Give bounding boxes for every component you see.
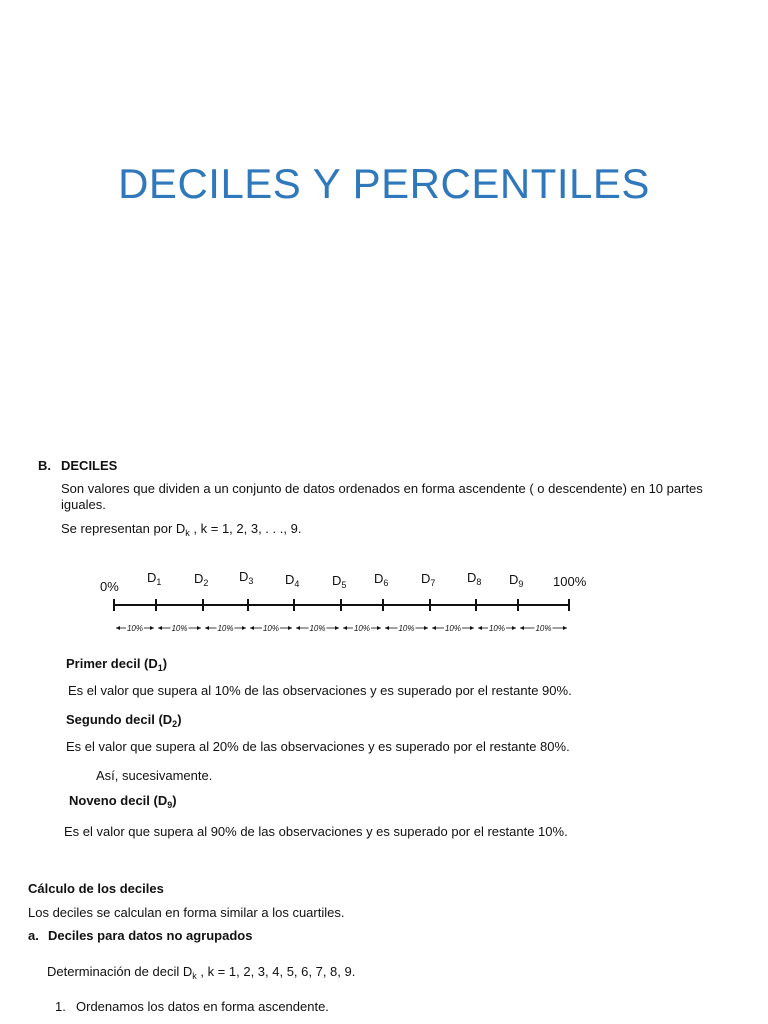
segment-arrowhead-left-0 (116, 626, 120, 630)
segment-arrowhead-right-5 (377, 626, 381, 630)
determination-prefix: Determinación de decil D (47, 964, 193, 979)
segment-arrowhead-right-6 (424, 626, 428, 630)
decile-label-6 (374, 571, 388, 586)
subsection-marker: a. (28, 928, 39, 943)
segundo-decil-text: Es el valor que supera al 20% de las observaciones y es superado por el restante 80%. (66, 739, 570, 754)
representation-prefix: Se representan por D (61, 521, 186, 536)
determination-line (47, 964, 355, 980)
decile-subscript: 3 (248, 576, 254, 586)
decile-label-9 (509, 572, 523, 587)
segment-label-8: 10% (488, 624, 506, 633)
decile-subscript: 9 (518, 579, 524, 589)
decile-subscript: 4 (294, 579, 300, 589)
decile-label-8 (467, 570, 481, 585)
section-marker: B. (38, 458, 51, 473)
segment-arrowhead-right-8 (512, 626, 516, 630)
segment-arrowhead-left-6 (385, 626, 389, 630)
step-marker: 1. (55, 999, 66, 1014)
calculo-heading: Cálculo de los deciles (28, 881, 164, 896)
noveno-decil-heading (69, 793, 177, 809)
segment-arrowhead-right-1 (197, 626, 201, 630)
calculo-text: Los deciles se calculan en forma similar a los cuartiles. (28, 905, 345, 920)
segundo-decil-heading (66, 712, 182, 728)
decile-letter: D (509, 572, 519, 587)
decile-subscript: 2 (203, 578, 209, 588)
primer-decil-text: Es el valor que supera al 10% de las observaciones y es superado por el restante 90%. (68, 683, 572, 698)
decile-letter: D (467, 570, 477, 585)
segment-label-6: 10% (398, 624, 415, 633)
decile-label-2 (194, 571, 208, 586)
step-text: Ordenamos los datos en forma ascendente. (76, 999, 329, 1014)
decile-subscript: 7 (430, 578, 436, 588)
representation-subscript: k (185, 528, 190, 538)
segundo-decil-close: ) (177, 712, 182, 727)
start-label: 0% (100, 579, 119, 594)
segment-label-5: 10% (353, 624, 371, 633)
segment-arrowhead-left-7 (432, 626, 436, 630)
segment-arrowhead-right-3 (288, 626, 292, 630)
segment-arrowhead-right-2 (242, 626, 246, 630)
segment-arrowhead-left-3 (250, 626, 254, 630)
noveno-decil-close: ) (172, 793, 177, 808)
number-line (0, 590, 768, 640)
decile-letter: D (239, 569, 249, 584)
segundo-decil-label: Segundo decil (D (66, 712, 173, 727)
determination-suffix: , k = 1, 2, 3, 4, 5, 6, 7, 8, 9. (196, 964, 356, 979)
noveno-decil-label: Noveno decil (D (69, 793, 168, 808)
segment-label-7: 10% (444, 624, 462, 633)
decile-label-7 (421, 571, 435, 586)
decile-subscript: 8 (476, 577, 482, 587)
end-label: 100% (553, 574, 587, 589)
segment-arrowhead-left-4 (296, 626, 300, 630)
decile-label-4 (285, 572, 299, 587)
segment-label-4: 10% (309, 624, 326, 633)
representation-suffix: , k = 1, 2, 3, . . ., 9. (189, 521, 302, 536)
decile-letter: D (147, 570, 157, 585)
primer-decil-label: Primer decil (D (66, 656, 158, 671)
decile-subscript: 1 (156, 577, 162, 587)
decile-letter: D (332, 573, 342, 588)
segment-arrowhead-left-9 (520, 626, 524, 630)
segment-label-1: 10% (171, 624, 188, 633)
decile-label-3 (239, 569, 253, 584)
noveno-decil-text: Es el valor que supera al 90% de las observaciones y es superado por el restante 10%. (64, 824, 568, 839)
segment-arrowhead-right-7 (470, 626, 474, 630)
decile-letter: D (194, 571, 204, 586)
primer-decil-heading (66, 656, 167, 672)
segment-label-3: 10% (262, 624, 280, 633)
section-intro: Son valores que dividen a un conjunto de datos ordenados en forma ascendente ( o descendente) en 10 partes iguales. (61, 481, 703, 512)
segment-arrowhead-left-2 (205, 626, 209, 630)
primer-decil-subscript: 1 (157, 663, 163, 673)
decile-subscript: 5 (341, 580, 347, 590)
decile-subscript: 6 (383, 578, 389, 588)
segment-arrowhead-right-9 (563, 626, 567, 630)
decile-letter: D (421, 571, 431, 586)
decile-letter: D (374, 571, 384, 586)
page-title: DECILES Y PERCENTILES (118, 160, 650, 207)
segment-arrowhead-right-0 (150, 626, 154, 630)
noveno-decil-subscript: 9 (167, 800, 173, 810)
segment-arrowhead-left-5 (343, 626, 347, 630)
segment-label-2: 10% (217, 624, 234, 633)
segment-label-9: 10% (535, 624, 552, 633)
subsection-heading: Deciles para datos no agrupados (48, 928, 253, 943)
segment-arrowhead-right-4 (335, 626, 339, 630)
segundo-decil-subscript: 2 (172, 719, 178, 729)
asi-sucesivamente: Así, sucesivamente. (96, 768, 213, 783)
determination-subscript: k (192, 971, 197, 981)
decile-label-5 (332, 573, 346, 588)
representation-line (61, 521, 301, 537)
decile-label-1 (147, 570, 161, 585)
segment-arrowhead-left-8 (478, 626, 482, 630)
decile-letter: D (285, 572, 295, 587)
segment-label-0: 10% (126, 624, 144, 633)
segment-arrowhead-left-1 (158, 626, 162, 630)
primer-decil-close: ) (162, 656, 168, 671)
section-heading: DECILES (61, 458, 118, 473)
